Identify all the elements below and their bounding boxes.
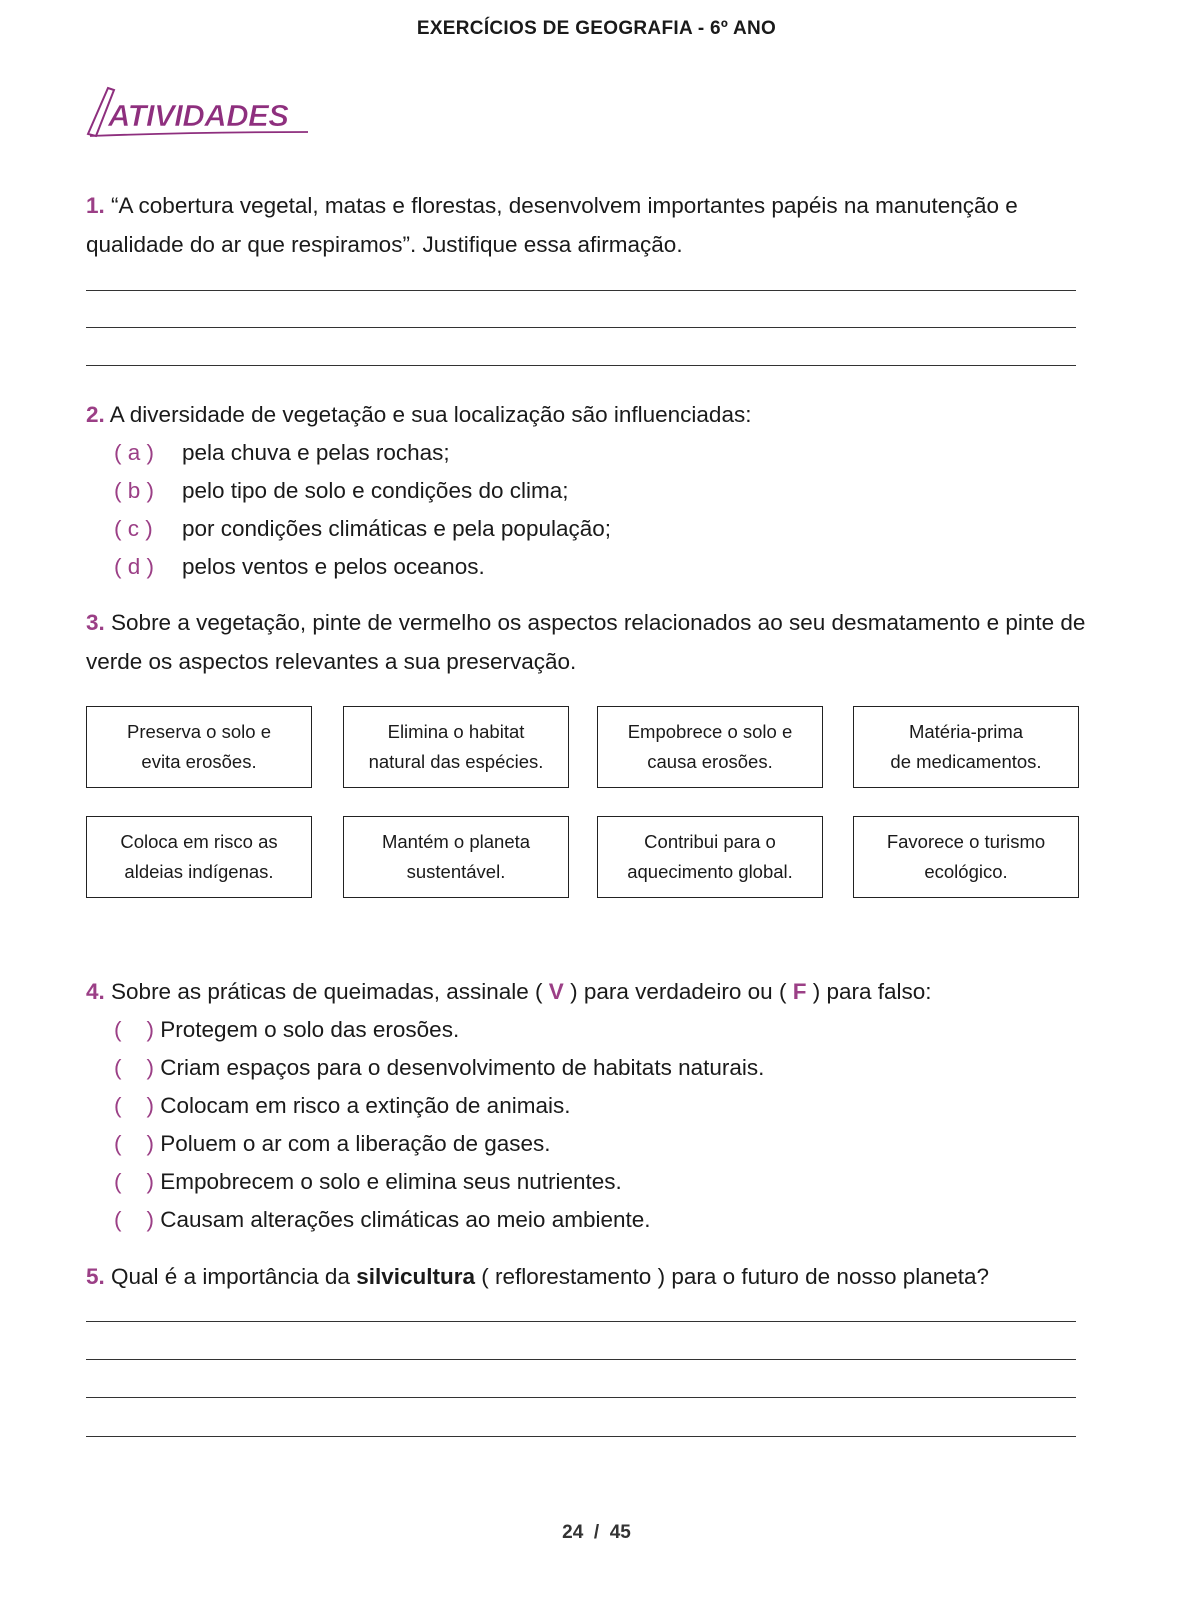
- document-header: EXERCÍCIOS DE GEOGRAFIA - 6º ANO: [416, 18, 777, 39]
- tf-item[interactable]: [114, 1201, 651, 1240]
- answer-line[interactable]: [86, 1321, 1076, 1322]
- current-page: 24: [562, 1522, 584, 1543]
- aspect-box[interactable]: [597, 816, 823, 898]
- question-number: 4.: [86, 979, 105, 1004]
- paren: (: [114, 1017, 122, 1042]
- paren: (: [114, 1169, 122, 1194]
- option-mark[interactable]: ( a ): [114, 440, 155, 465]
- answer-line[interactable]: [86, 1397, 1076, 1398]
- aspect-box[interactable]: [343, 816, 569, 898]
- aspect-box[interactable]: [853, 816, 1079, 898]
- question-1: [86, 187, 1096, 264]
- tf-text: Criam espaços para o desenvolvimento de habitats naturais.: [160, 1055, 765, 1080]
- option-a[interactable]: [114, 434, 450, 473]
- tf-text: Colocam em risco a extinção de animais.: [160, 1093, 571, 1118]
- tf-item[interactable]: [114, 1049, 764, 1088]
- option-text: pela chuva e pelas rochas;: [182, 440, 450, 465]
- answer-line[interactable]: [86, 365, 1076, 366]
- answer-line[interactable]: [86, 1436, 1076, 1437]
- question-4: [86, 973, 1096, 1012]
- paren: (: [114, 1055, 122, 1080]
- box-line: evita erosões.: [141, 751, 257, 772]
- paren: (: [114, 1131, 122, 1156]
- tf-text: Empobrecem o solo e elimina seus nutrientes.: [160, 1169, 622, 1194]
- box-line: aquecimento global.: [627, 861, 793, 882]
- question-text: ) para falso:: [812, 979, 932, 1004]
- box-line: Contribui para o: [644, 831, 776, 852]
- tf-text: Protegem o solo das erosões.: [160, 1017, 460, 1042]
- tf-text: Causam alterações climáticas ao meio ambiente.: [160, 1207, 651, 1232]
- question-number: 2.: [86, 402, 105, 427]
- aspect-box[interactable]: [86, 816, 312, 898]
- option-c[interactable]: [114, 510, 611, 549]
- tf-text: Poluem o ar com a liberação de gases.: [160, 1131, 551, 1156]
- option-mark[interactable]: ( c ): [114, 516, 153, 541]
- option-mark[interactable]: ( b ): [114, 478, 155, 503]
- option-d[interactable]: [114, 548, 485, 587]
- question-5: [86, 1258, 1096, 1297]
- total-pages: 45: [609, 1522, 631, 1543]
- question-text: ) para verdadeiro ou (: [570, 979, 787, 1004]
- tf-item[interactable]: [114, 1163, 622, 1202]
- option-text: pelo tipo de solo e condições do clima;: [182, 478, 569, 503]
- box-line: Favorece o turismo: [886, 831, 1046, 852]
- tf-item[interactable]: [114, 1011, 459, 1050]
- box-line: Elimina o habitat: [387, 721, 525, 742]
- aspect-box[interactable]: [853, 706, 1079, 788]
- paren: ): [146, 1093, 155, 1118]
- atividades-logo: [86, 84, 316, 144]
- box-line: ecológico.: [924, 861, 1008, 882]
- true-letter: V: [548, 979, 564, 1004]
- option-mark[interactable]: ( d ): [114, 554, 155, 579]
- paren: (: [114, 1207, 122, 1232]
- aspect-box[interactable]: [343, 706, 569, 788]
- option-text: pelos ventos e pelos oceanos.: [182, 554, 485, 579]
- paren: ): [146, 1131, 155, 1156]
- question-text: A diversidade de vegetação e sua localização são influenciadas:: [109, 402, 752, 427]
- box-line: natural das espécies.: [368, 751, 544, 772]
- false-letter: F: [792, 979, 807, 1004]
- question-3: [86, 604, 1096, 681]
- aspect-box[interactable]: [86, 706, 312, 788]
- box-line: Matéria-prima: [908, 721, 1024, 742]
- paren: (: [114, 1093, 122, 1118]
- box-line: Coloca em risco as: [120, 831, 278, 852]
- box-line: aldeias indígenas.: [124, 861, 274, 882]
- question-text: Sobre a vegetação, pinte de vermelho os aspectos relacionados ao seu desmatamento e pinte de verde os aspectos relevantes a sua preservação.: [86, 610, 1086, 674]
- paren: ): [146, 1017, 155, 1042]
- tf-item[interactable]: [114, 1125, 551, 1164]
- answer-line[interactable]: [86, 327, 1076, 328]
- answer-line[interactable]: [86, 290, 1076, 291]
- question-2: [86, 396, 1096, 435]
- question-number: 1.: [86, 193, 105, 218]
- svg-text:ATIVIDADES: ATIVIDADES: [108, 98, 289, 133]
- question-number: 5.: [86, 1264, 105, 1289]
- page-number: [0, 1522, 1193, 1544]
- tf-item[interactable]: [114, 1087, 570, 1126]
- question-text: ( reflorestamento ) para o futuro de nosso planeta?: [481, 1264, 990, 1289]
- page-separator: /: [593, 1522, 600, 1543]
- paren: ): [146, 1169, 155, 1194]
- box-line: Mantém o planeta: [381, 831, 531, 852]
- box-line: Preserva o solo e: [127, 721, 271, 742]
- question-number: 3.: [86, 610, 105, 635]
- option-text: por condições climáticas e pela população;: [182, 516, 612, 541]
- question-text: “A cobertura vegetal, matas e florestas, desenvolvem importantes papéis na manutenção e qualidade do ar que respiramos”. Justifique essa afirmação.: [86, 193, 1018, 257]
- answer-line[interactable]: [86, 1359, 1076, 1360]
- box-line: de medicamentos.: [890, 751, 1042, 772]
- paren: ): [146, 1055, 155, 1080]
- box-line: causa erosões.: [647, 751, 773, 772]
- aspect-box[interactable]: [597, 706, 823, 788]
- box-line: Empobrece o solo e: [627, 721, 793, 742]
- option-b[interactable]: [114, 472, 569, 511]
- question-text: Qual é a importância da: [111, 1264, 350, 1289]
- question-text: Sobre as práticas de queimadas, assinale (: [111, 979, 543, 1004]
- box-line: sustentável.: [406, 861, 506, 882]
- paren: ): [146, 1207, 155, 1232]
- question-keyword: silvicultura: [356, 1264, 475, 1289]
